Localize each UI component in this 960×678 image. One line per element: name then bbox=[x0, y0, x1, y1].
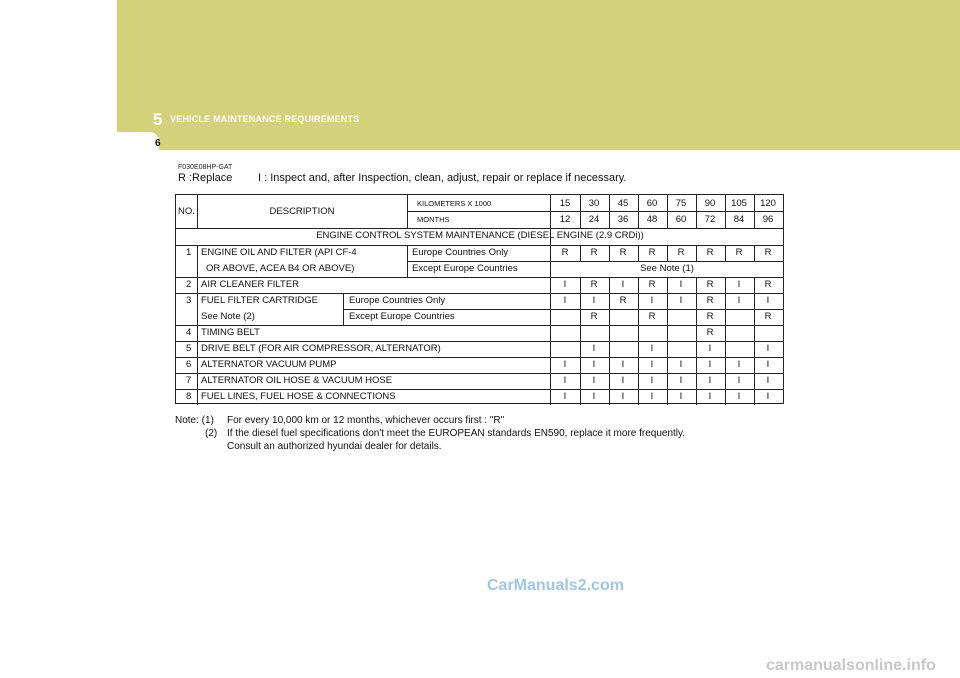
schedule-cell: I bbox=[621, 279, 625, 290]
schedule-cell: I bbox=[621, 375, 625, 386]
page-number: 6 bbox=[155, 138, 161, 149]
row-description: ALTERNATOR OIL HOSE & VACUUM HOSE bbox=[201, 375, 393, 386]
schedule-cell: I bbox=[679, 391, 683, 402]
schedule-cell: I bbox=[737, 359, 741, 370]
schedule-cell: I bbox=[679, 375, 683, 386]
month-interval: 24 bbox=[588, 214, 600, 225]
schedule-cell: I bbox=[650, 391, 654, 402]
month-interval: 96 bbox=[762, 214, 774, 225]
km-interval: 90 bbox=[704, 198, 716, 209]
watermark: CarManuals2.com bbox=[487, 577, 624, 594]
schedule-cell: I bbox=[621, 359, 625, 370]
row-description: TIMING BELT bbox=[201, 327, 260, 338]
kilometers-header: KILOMETERS X 1000 bbox=[417, 199, 492, 208]
see-note-label: See Note (1) bbox=[640, 263, 694, 274]
schedule-cell: I bbox=[592, 391, 596, 402]
km-interval: 15 bbox=[559, 198, 571, 209]
schedule-cell: R bbox=[706, 311, 714, 322]
schedule-cell: I bbox=[737, 295, 741, 306]
row-description: ALTERNATOR VACUUM PUMP bbox=[201, 359, 337, 370]
row-number: 2 bbox=[186, 279, 192, 290]
row-number: 5 bbox=[186, 343, 192, 354]
schedule-cell: R bbox=[677, 247, 685, 258]
document-code: F030E08HP-GAT bbox=[178, 164, 233, 171]
schedule-cell: R bbox=[706, 247, 714, 258]
schedule-cell: I bbox=[650, 343, 654, 354]
month-interval: 48 bbox=[646, 214, 658, 225]
schedule-cell: I bbox=[766, 375, 770, 386]
note-2-text: If the diesel fuel specifications don't meet the EUROPEAN standards EN590, replace it more frequently. bbox=[227, 428, 686, 439]
legend-replace: R :Replace bbox=[178, 172, 233, 184]
schedule-cell: R bbox=[706, 295, 714, 306]
schedule-cell: I bbox=[592, 359, 596, 370]
month-interval: 12 bbox=[559, 214, 571, 225]
row-number: 4 bbox=[186, 327, 192, 338]
km-interval: 60 bbox=[646, 198, 658, 209]
schedule-cell: I bbox=[563, 279, 567, 290]
schedule-cell: I bbox=[708, 391, 712, 402]
schedule-cell: R bbox=[619, 295, 627, 306]
months-header: MONTHS bbox=[417, 215, 450, 224]
km-interval: 45 bbox=[617, 198, 629, 209]
row-number: 1 bbox=[186, 247, 192, 258]
schedule-cell: R bbox=[706, 279, 714, 290]
row-description: FUEL LINES, FUEL HOSE & CONNECTIONS bbox=[201, 391, 396, 402]
schedule-cell: R bbox=[735, 247, 743, 258]
note-2-label: (2) bbox=[205, 428, 218, 439]
schedule-cell: I bbox=[650, 375, 654, 386]
schedule-cell: I bbox=[592, 343, 596, 354]
chapter-tab bbox=[117, 132, 159, 150]
km-interval: 120 bbox=[760, 198, 776, 209]
section-title: ENGINE CONTROL SYSTEM MAINTENANCE (DIESEL ENGINE (2.9 CRDi)) bbox=[316, 230, 644, 241]
maintenance-table bbox=[175, 194, 784, 404]
header-band bbox=[117, 0, 960, 150]
schedule-cell: I bbox=[563, 295, 567, 306]
note-2-text-line2: Consult an authorized hyundai dealer for details. bbox=[227, 441, 442, 452]
row-number: 3 bbox=[186, 295, 192, 306]
schedule-cell: I bbox=[737, 375, 741, 386]
km-interval: 30 bbox=[588, 198, 600, 209]
chapter-title: VEHICLE MAINTENANCE REQUIREMENTS bbox=[170, 114, 360, 124]
row-sub-except-europe: Except Europe Countries bbox=[349, 311, 455, 322]
schedule-cell: I bbox=[766, 295, 770, 306]
description-header: DESCRIPTION bbox=[269, 206, 335, 217]
schedule-cell: R bbox=[590, 279, 598, 290]
note-1-label: Note: (1) bbox=[175, 415, 214, 426]
note-1-text: For every 10,000 km or 12 months, whichever occurs first : "R" bbox=[227, 415, 505, 426]
row-description-line2: See Note (2) bbox=[201, 311, 255, 322]
schedule-cell: R bbox=[764, 311, 772, 322]
month-interval: 84 bbox=[733, 214, 745, 225]
row-description: FUEL FILTER CARTRIDGE bbox=[201, 295, 319, 306]
schedule-cell: I bbox=[563, 375, 567, 386]
schedule-cell: R bbox=[619, 247, 627, 258]
row-description-line2: OR ABOVE, ACEA B4 OR ABOVE) bbox=[206, 263, 355, 274]
schedule-cell: I bbox=[650, 359, 654, 370]
schedule-cell: I bbox=[708, 359, 712, 370]
schedule-cell: I bbox=[708, 343, 712, 354]
schedule-cell: I bbox=[737, 279, 741, 290]
schedule-cell: I bbox=[650, 295, 654, 306]
schedule-cell: I bbox=[766, 343, 770, 354]
schedule-cell: I bbox=[563, 359, 567, 370]
schedule-cell: I bbox=[679, 279, 683, 290]
schedule-cell: I bbox=[621, 391, 625, 402]
schedule-cell: I bbox=[766, 391, 770, 402]
schedule-cell: I bbox=[708, 375, 712, 386]
row-number: 8 bbox=[186, 391, 192, 402]
schedule-cell: R bbox=[764, 247, 772, 258]
no-header: NO. bbox=[178, 206, 195, 217]
row-sub-europe: Europe Countries Only bbox=[349, 295, 446, 306]
schedule-cell: I bbox=[592, 295, 596, 306]
row-description: ENGINE OIL AND FILTER (API CF-4 bbox=[201, 247, 357, 258]
schedule-cell: R bbox=[648, 247, 656, 258]
month-interval: 60 bbox=[675, 214, 687, 225]
schedule-cell: R bbox=[590, 247, 598, 258]
schedule-cell: R bbox=[561, 247, 569, 258]
row-number: 7 bbox=[186, 375, 192, 386]
km-interval: 105 bbox=[731, 198, 747, 209]
schedule-cell: I bbox=[766, 359, 770, 370]
km-interval: 75 bbox=[675, 198, 687, 209]
schedule-cell: I bbox=[737, 391, 741, 402]
month-interval: 72 bbox=[704, 214, 716, 225]
schedule-cell: R bbox=[648, 311, 656, 322]
schedule-cell: R bbox=[590, 311, 598, 322]
schedule-cell: I bbox=[679, 295, 683, 306]
schedule-cell: R bbox=[648, 279, 656, 290]
row-number: 6 bbox=[186, 359, 192, 370]
schedule-cell: I bbox=[679, 359, 683, 370]
row-description: AIR CLEANER FILTER bbox=[201, 279, 300, 290]
month-interval: 36 bbox=[617, 214, 629, 225]
chapter-number: 5 bbox=[153, 110, 163, 129]
footer-watermark: carmanualsonline.info bbox=[766, 657, 936, 674]
legend-inspect: I : Inspect and, after Inspection, clean, adjust, repair or replace if necessary. bbox=[258, 172, 627, 184]
schedule-cell: R bbox=[706, 327, 714, 338]
schedule-cell: I bbox=[592, 375, 596, 386]
schedule-cell: R bbox=[764, 279, 772, 290]
row-description: DRIVE BELT (FOR AIR COMPRESSOR, ALTERNATOR) bbox=[201, 343, 441, 354]
row-sub-except-europe: Except Europe Countries bbox=[412, 263, 518, 274]
row-sub-europe: Europe Countries Only bbox=[412, 247, 509, 258]
schedule-cell: I bbox=[563, 391, 567, 402]
